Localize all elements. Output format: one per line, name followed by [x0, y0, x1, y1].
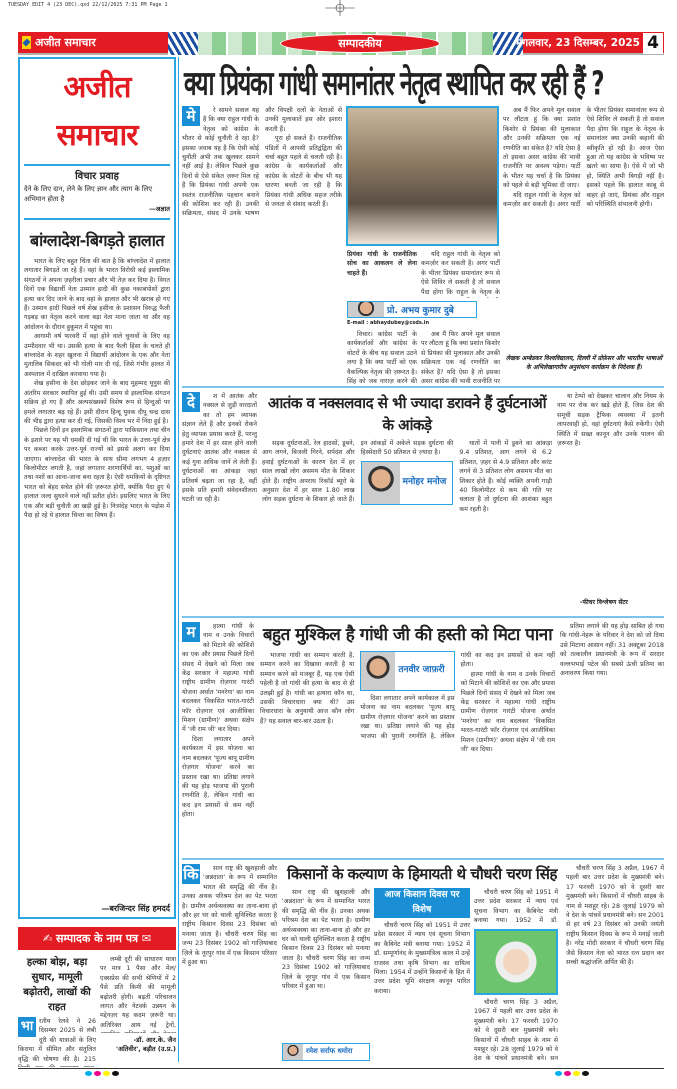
letter-signature	[100, 1036, 176, 1054]
paragraph: शेख हसीना के देश छोड़कर जाने के बाद मुहम्मद यूनुस की अंतरिम सरकार स्थापित हुई थी। उसी समय से इस्लामिक संगठन सक्रिय हो गए हैं और अल्पसंख्यकों विशेष रूप से हिन्दुओं पर हमले लगातार बढ़ रहे हैं। इसी दौरान हिन्दू युवक दीपू चन्द्र दास की भीड़ द्वारा हत्या कर दी गई, जिसकी विश्व भर में निंदा हुई है।	[24, 380, 170, 425]
lead-body-col-c2	[421, 330, 500, 385]
lead-body-col-c	[421, 250, 500, 298]
lead-body-col-b	[347, 330, 417, 385]
header-brand	[22, 35, 96, 50]
letter-body-1	[18, 1017, 96, 1067]
author-photo	[362, 462, 400, 504]
a4-main	[282, 863, 562, 1064]
divider	[24, 218, 170, 220]
a4-columns	[282, 888, 562, 1064]
a4-body-col-f	[566, 864, 664, 1064]
paragraph: चौधरी चरण सिंह को 1951 में उत्तर प्रदेश सरकार में न्याय एवं सूचना विभाग का कैबिनेट मंत्री बनाया गया। 1952 में डॉ. सम्पूर्णानंद के मुख्यमंत्रित्व काल में उन्हें राजस्व तथा कृषि विभाग का दायित्व मिला। 1954 में उन्होंने किसानों के हित में उत्तर प्रदेश भूमि संरक्षण कानून पारित कराया।	[374, 922, 470, 995]
a4-body-col-d	[474, 888, 558, 1064]
drop-cap: भा	[18, 1017, 36, 1037]
header-slash-left	[168, 32, 198, 55]
quote-author: —अज्ञात	[148, 205, 170, 213]
a3-main	[260, 622, 555, 854]
paragraph: अब मैं फिर अपने मूल सवाल पर लौटता हूं कि क्या प्रशांत किशोर से प्रियंका की मुलाकात और उनकी सक्रियता एक नई रणनीति का संकेत है? यदि ऐसा है तो इसका असर कांग्रेस की भावी राजनीति पर	[421, 331, 500, 385]
a2-author-box	[361, 461, 454, 505]
a2-body-col-a	[182, 392, 257, 614]
paragraph: रतीय रेलवे ने 26 दिसम्बर 2025 से लंबी दूरी की यात्राओं के लिए किराया में सीमित और संतुलित वृद्धि की घोषणा की है। 215	[18, 1018, 96, 1063]
a4-body-col-c	[374, 888, 470, 1064]
a2-main	[262, 392, 552, 614]
editorial-box	[18, 57, 176, 919]
paragraph: चौधरी चरण सिंह को 1951 में उत्तर प्रदेश सरकार में न्याय एवं सूचना विभाग का कैबिनेट मंत्री बनाया गया। 1952 में डॉ.	[474, 889, 558, 925]
paragraph: पिछले दिनों इन इस्लामिक संगठनों द्वारा पाकिस्तान तथा चीन के इशारे पर यह भी धमकी दी गई थी कि भारत के उत्तर-पूर्व क्षेत्र पर कब्जा करके उत्तर-पूर्व राज्यों को इससे अलग कर दिया जाएगा। बांग्लादेश की भारत के साथ सीमा लगभग 4 हज़ार किलोमीटर लगती है, जहां लगातार शरणार्थियों का, पशुओं का तथा नशों का आना-जाना बना रहता है। ऐसी धमकियों के दृष्टिगत भारत को बेहद सचेत होने की ज़रूरत होगी, क्योंकि पैदा हुए ये हालात जल्द सुधरने वाले नहीं प्रतीत होते। इसलिए भारत के लिए एक और बड़ी चुनौती आ खड़ी हुई है। निःसंदेह भारत के पड़ोस में पैदा हो रहे ये हालात चिन्ता का विषय हैं।	[24, 427, 170, 519]
paragraph: चौधरी चरण सिंह 3 अप्रैल, 1967 में पहली बार उत्तर प्रदेश के मुख्यमंत्री बने। 17 फरवरी 1970 को वे दूसरी बार मुख्यमंत्री बने। किसानों में चौधरी साहब के नाम से मशहूर रहे। 28 जुलाई 1979 को वे देश के पांचवें प्रधानमंत्री बने। सन	[474, 999, 558, 1063]
registration-mark-icon	[325, 0, 355, 16]
a3-body-col-a	[182, 622, 254, 854]
a3-body-col-b	[260, 651, 555, 854]
a4-headline: किसानों के कल्याण के हिमायती थे चौधरी चरण सिंह	[287, 865, 557, 883]
paragraph: हात्मा गांधी के नाम व उनके विचारों को मिटाने की कोशिशें का एक और प्रयास पिछले दिनों संसद में देखने को मिला जब केंद्र सरकार ने महात्मा गांधी राष्ट्रीय ग्रामीण रोज़गार गारंटी योजना अर्थात 'मनरेगा' का नाम बदलकर 'विकसित भारत-गारंटी फॉर रोज़गार एवं आजीविका मिशन (ग्रामीण)' अथवा संक्षेप में 'जी राम जी' कर दिया।	[460, 670, 555, 754]
editorial-title: बांग्लादेश-बिगड़ते हालात	[29, 231, 165, 250]
letter-body-2	[100, 955, 176, 1033]
paragraph: सड़क दुर्घटनाओं, रेल हादसों, डूबने, आग लगने, बिजली गिरने, सर्पदंश और हवाई दुर्घटनाओं के कारण देश में हर साल लाखों लोग असमय मौत के शिकार होते हैं। राष्ट्रीय अपराध रिकॉर्ड ब्यूरो के अनुसार देश में हर साल 1.80 लाख लोग सड़क दुर्घटना के शिकार हो जाते हैं। इन आंकड़ों में अकेले सड़क दुर्घटना की हिस्सेदारी 50 प्रतिशत से ज़्यादा है।	[262, 440, 454, 504]
editorial-signature: —बरजिन्दर सिंह हमदर्द	[101, 904, 170, 913]
drop-cap: दे	[182, 392, 200, 412]
divider	[182, 386, 664, 388]
page-bottom-rule	[18, 1068, 664, 1069]
paragraph: पूरा हो सकते हैं। राजनीतिक पंडितों में आपसी प्रतिद्वंद्विता की चर्चा बहुत पहले से चलती रही है। कांग्रेस के कार्यकर्ताओं और कांग्रेस के वोटरों के बीच भी यह धारणा बनती जा रही है कि प्रियंका गांधी अधिक सहज तरीके से जनता से संवाद करती हैं।	[265, 135, 342, 209]
paragraph: भाजपा गांधी का सम्मान करती है, सम्मान करने का दिखावा करती है या सम्मान करने को मजबूर हैं, यह एक ऐसी पहेली है जो गांधी की हत्या के बाद से ही उलझी हुई है। गांधी का हत्यारा कौन था, उसकी विचारधारा क्या थी? उस विचारधारा के अनुयायी आज कौन लोग हैं? यह सवाल बार-बार उठता है।	[260, 652, 355, 725]
divider	[182, 616, 664, 618]
a4-body-col-b-text	[282, 888, 370, 1040]
a2-note: -फीचर विश्लेषण सेंटर	[580, 599, 628, 606]
a4-tag: आज किसान दिवस पर विशेष	[374, 888, 470, 918]
paragraph: विचार। कांग्रेस पार्टी के कार्यकर्ताओं और कांग्रेस के वोटरों के बीच यह सवाल उठने लगा है कि क्या पार्टी को एक वैकल्पिक नेतृत्व की ज़रूरत है। सिंह को जब नाराज़ करने की	[347, 331, 417, 385]
a4-body-col-d-text	[474, 888, 558, 926]
paragraph: दिशा लगातार अपने कार्यकाल में इस योजना का नाम बदलकर 'पूज्य बापू ग्रामीण रोज़गार योजना' करने का प्रस्ताव रखा था। प्रतिष्ठा लगाने की यह होड़ भाजपा की पुरानी रणनीति है, लेकिन गांधी का कद इन प्रयासों से कम नहीं होता।	[360, 652, 555, 740]
letters-banner-label: सम्पादक के नाम पत्र	[55, 932, 139, 945]
a4-author-box	[282, 1043, 370, 1061]
cmyk-marks	[555, 1071, 589, 1076]
author-name: तनवीर जाफ़री	[398, 665, 445, 676]
drop-cap: कि	[183, 865, 199, 883]
lead-body-col-a	[182, 106, 342, 386]
letter-title: हल्का बोझ, बड़ा सुधार, मामूली बढ़ोतरी, लाखों की राहत	[23, 957, 91, 1013]
author-email: E-mail : abhaydubey@csds.in	[347, 320, 430, 326]
paragraph: यदि राहुल गांधी के नेतृत्व को कमज़ोर कर सकती है। अगर पार्टी के भीतर प्रियंका समानांतर रूप से ऐसे शिविर ले सकती है तो सवाल पैदा होगा कि राहुल के नेतृत्व के समानांतर क्या उनकी कहानी की स्वीकृति हो रही है। आज ऐसा हुआ तो यह कांग्रेस के भविष्य पर खतरे का साया है। ऐसे में जो भी हो, स्थिति अभी बिगड़ी नहीं है। इसको पहले कि हालात काबू से बाहर हो जाएं, प्रियंका और राहुल को परिस्थिति संभालनी होगी।	[503, 107, 664, 209]
letter-left-column	[18, 955, 96, 1067]
paragraph: प्रतिमा लगाने की यह होड़ साबित हो गया कि गांधी-नेहरू के परिवार ने देश को जो दिया उसे मिटाना आसान नहीं। 31 अक्टूबर 2018 को तत्कालीन प्रधानमंत्री के रूप में सरदार वल्लभभाई पटेल की सबसे ऊंची प्रतिमा का अनावरण किया गया।	[560, 623, 664, 678]
header-date: मंगलवार, 23 दिसम्बर, 2025	[515, 37, 640, 49]
paragraph: घातों में पानी में डूबने का आंकड़ा 9.4 प्रतिशत, आग लगने से 6.2 प्रतिशत, ज़हर से 4.9 प्रतिशत और करंट लगने से 3 प्रतिशत लोग असमय मौत का शिकार होते हैं। कोई व्यक्ति अपनी गाड़ी 40 किलोमीटर से कम की गति पर चलाता है तो दुर्घटना की आशंका बहुत कम रहती है।	[459, 440, 552, 513]
a3-author-box	[360, 651, 454, 691]
lead-author-box	[347, 301, 477, 318]
a4-body-col-c-text	[374, 921, 470, 1064]
a3-headline: बहुत मुश्किल है गांधी जी की हस्ती को मिटा पाना	[262, 625, 553, 645]
a4-body-col-e	[474, 998, 558, 1064]
paragraph: अब मैं फिर अपने मूल सवाल पर लौटता हूं कि क्या प्रशांत किशोर से प्रियंका की मुलाकात और उनकी सक्रियता एक नई रणनीति का संकेत है? यदि ऐसा है तो इसका असर कांग्रेस की भावी राजनीति पर अवश्य पड़ेगा। पार्टी के भीतर यह चर्चा है कि प्रियंका को पहले से बड़ी भूमिका दी जाए।	[503, 107, 581, 190]
print-slug: TUESDAY EDIT 4 (23 DEC).qxd 22/12/2025 7:31 PM Page 1	[8, 2, 168, 8]
lead-photo	[346, 106, 499, 246]
drop-cap: म	[182, 622, 200, 642]
page-header-band	[18, 32, 664, 55]
paragraph: आगामी वर्ष फरवरी में वहां होने वाले चुनावों के लिए वह उम्मीदवार भी था। उसकी हत्या के बाद फैली हिंसा के चलते ही बांग्लादेश के शहर खुलना में विद्यार्थी आंदोलन के एक और नेता मुतालिब सिकदर को भी गोली मार दी गई, जिसे गंभीर हालत में अस्पताल में दाखिल करवाया गया है।	[24, 333, 170, 378]
a4-body-col-b	[282, 888, 370, 1064]
column-divider	[178, 57, 179, 1062]
editorial-body	[24, 257, 170, 897]
paragraph: श में आतंक और नक्सल से जुड़ी वारदातों का तो हम व्यापक संज्ञान लेते हैं और इनको रोकने हेतु व्यापक प्रयास करते हैं, परन्तु हमारे देश में हर साल होने वाली दुर्घटनाएं आतंक और नक्सल से कई गुना अधिक जानें ले लेती हैं। दुर्घटनाओं का आंकड़ा जहां प्रतिवर्ष बढ़ता जा रहा है, वहीं इसके प्रति हमारी संवेदनशीलता घटती जा रही है।	[182, 393, 257, 504]
lead-author-note: लेखक अम्बेडकर विश्वविद्यालय, दिल्ली में प्रोफ़ेसर और भारतीय भाषाओं के अभिलेखागारीय अनुसंधान कार्यक्रम के निदेशक हैं।	[505, 355, 663, 371]
paragraph: चौधरी चरण सिंह 3 अप्रैल, 1967 में पहली बार उत्तर प्रदेश के मुख्यमंत्री बने। 17 फरवरी 1970 को वे दूसरी बार मुख्यमंत्री बने। किसानों में चौधरी साहब के नाम से मशहूर रहे। 28 जुलाई 1979 को वे देश के पांचवें प्रधानमंत्री बने। सन 2001 से हर वर्ष 23 दिसंबर को उनकी जयंती राष्ट्रीय किसान दिवस के रूप में मनाई जाती है। नरेंद्र मोदी सरकार ने चौधरी चरण सिंह जैसे किसान नेता को भारत रत्न प्रदान कर सच्ची श्रद्धांजलि अर्पित की है।	[566, 865, 664, 967]
paragraph: या टेम्पो को देखकर चालान और नियम के नाम पर रोक कर खड़े होते हैं, जिस देश की समूची सड़क ट्रैफिक व्यवस्था में इतनी लापरवाही हो, वहां दुर्घटनाएं कैसे रुकेंगी। ऐसी स्थिति में सख्त कानून और उनके पालन की ज़रूरत है।	[557, 393, 664, 448]
lead-headline: क्या प्रियंका गांधी समानांतर नेतृत्व स्थापित कर रही हैं ?	[184, 65, 604, 103]
paragraph: भारत के लिए बहुत चिंता की बात है कि बांग्लादेश में हालात लगातार बिगड़ते जा रहे हैं। वहां के भारत विरोधी कई इस्लामिक संगठनों ने अपना ज़हरीला प्रचार और भी तेज़ कर दिया है। विगत दिनों एक विद्यार्थी नेता उस्मान हादी की कुछ नकाबपोशों द्वारा हत्या कर दिए जाने के बाद वहां के हालात और भी खराब हो गए हैं। उस्मान हादी पिछले वर्ष शेख हसीना के प्रशासन विरुद्ध फैली गड़बड़ का नेतृत्व करने वाला बड़ा नेता माना जाता था और वह आंदोलन के दौरान हुकूमत में पहुंचा था।	[24, 258, 170, 331]
paragraph: हात्मा गांधी के नाम व उनके विचारों को मिटाने की कोशिशें का एक और प्रयास पिछले दिनों संसद में देखने को मिला जब केंद्र सरकार ने महात्मा गांधी राष्ट्रीय ग्रामीण रोज़गार गारंटी योजना अर्थात 'मनरेगा' का नाम बदलकर 'विकसित भारत-गारंटी फॉर रोज़गार एवं आजीविका मिशन (ग्रामीण)' अथवा संक्षेप में 'जी राम जी' कर दिया।	[182, 623, 254, 734]
masthead-title: अजीत समाचार	[56, 70, 138, 153]
author-name: मनोहर मनोज	[402, 477, 447, 488]
author-photo	[361, 652, 395, 690]
header-brand-label: अजीत समाचार	[35, 36, 96, 49]
paragraph: रे सामने सवाल यह है कि क्या राहुल गांधी के नेतृत्व को कांग्रेस के भीतर से कोई चुनौती दे रहा है? इसका जवाब यह है कि ऐसी कोई चुनौती अभी तक खुलकर सामने नहीं आई है। लेकिन पिछले कुछ दिनों से ऐसे संकेत ज़रूर मिल रहे हैं कि प्रियंका गांधी अपनी एक स्वतंत्र राजनीतिक पहचान बनाने की कोशिश कर रही हैं। उनकी सक्रियता, संसद में उनके भाषण और विपक्षी दलों के नेताओं से उनकी मुलाकातें इस ओर इशारा करती हैं।	[182, 107, 342, 218]
author-name: रमेश सर्राफ धमोरा	[306, 1047, 353, 1056]
author-photo	[348, 302, 384, 317]
author-name: प्रो. अभय कुमार दुबे	[387, 306, 454, 316]
paragraph: सान राष्ट्र की खुशहाली और 'अन्नदाता' के रूप में सम्मानित भारत की समृद्धि की नींव है। उनका अथक परिश्रम देश का पेट भरता है। ग्रामीण अर्थव्यवस्था का ताना-बाना हो और हर घर को थाली सुनिश्चित करता है राष्ट्रीय किसान दिवस 23 दिसंबर को मनाया जाता है। चौधरी चरण सिंह का जन्म 23 दिसंबर 1902 को गाज़ियाबाद ज़िले के नूरपुर गांव में एक किसान परिवार में हुआ था।	[182, 865, 277, 967]
letters-banner: ✍ सम्पादक के नाम पत्र ✉	[18, 927, 176, 950]
a4-body-col-a	[182, 864, 277, 1064]
lead-pullquote: प्रियंका गांधी के राजनीतिक सोच का आकलन ले लेना चाहते हैं।	[347, 251, 417, 277]
divider	[182, 858, 664, 860]
lead-body-col-d	[503, 106, 664, 352]
drop-cap: मे	[182, 106, 200, 126]
diamond-logo-icon	[22, 36, 31, 49]
paragraph: यदि राहुल गांधी के नेतृत्व को कमज़ोर कर सकती है। अगर पार्टी के भीतर प्रियंका समानांतर रूप से ऐसे शिविर ले सकती है तो सवाल पैदा होगा कि राहुल के नेतृत्व के	[421, 251, 500, 296]
paragraph: लम्बी दूरी की साधारण यात्रा पर मात्र 1 पैसा और मेल/एक्सप्रेस की सभी श्रेणियों में 2 पैसे प्रति किमी की मामूली बढ़ोतरी होगी। बढ़ती परिचालन लागत और नेटवर्क उन्नयन के मद्देनज़र यह कदम ज़रूरी था। अतिरिक्त आय नई ट्रेनों,	[100, 956, 176, 1029]
a3-body-col-c	[560, 622, 664, 854]
divider	[24, 164, 170, 166]
letter-place: 'अतिवीर', बड़ौत (उ.प्र.)	[115, 1045, 176, 1053]
cmyk-marks	[85, 1071, 119, 1076]
charan-singh-photo	[474, 929, 558, 995]
a2-headline: आतंक व नक्सलवाद से भी ज्यादा डरावने हैं दुर्घटनाओं के आंकड़े	[267, 394, 547, 434]
page-number: 4	[643, 33, 663, 54]
author-photo	[283, 1044, 303, 1060]
a2-body-col-c	[557, 392, 664, 592]
section-title: सम्पादकीय	[280, 34, 440, 53]
masthead-subtitle: विचार प्रवाह	[75, 171, 119, 182]
paragraph: सान राष्ट्र की खुशहाली और 'अन्नदाता' के रूप में सम्मानित भारत की समृद्धि की नींव है। उनका अथक परिश्रम देश का पेट भरता है। ग्रामीण अर्थव्यवस्था का ताना-बाना हो और हर घर को थाली सुनिश्चित करता है राष्ट्रीय किसान दिवस 23 दिसंबर को मनाया जाता है। चौधरी चरण सिंह का जन्म 23 दिसंबर 1902 को गाज़ियाबाद ज़िले के नूरपुर गांव में एक किसान परिवार में हुआ था।	[282, 889, 370, 991]
a2-body-col-b	[262, 439, 552, 614]
thought-quote: देने के लिए दान, लेने के लिए ज्ञान और त्याग के लिए अभिमान होता है	[24, 185, 152, 203]
letter-author: -डॉ. आर.के. जैन	[133, 1036, 176, 1044]
paragraph: दिशा लगातार अपने कार्यकाल में इस योजना का नाम बदलकर 'पूज्य बापू ग्रामीण रोज़गार योजना' करने का प्रस्ताव रखा था। प्रतिष्ठा लगाने की यह होड़ भाजपा की पुरानी रणनीति है, लेकिन गांधी का कद इन प्रयासों से कम नहीं होता।	[182, 735, 254, 819]
